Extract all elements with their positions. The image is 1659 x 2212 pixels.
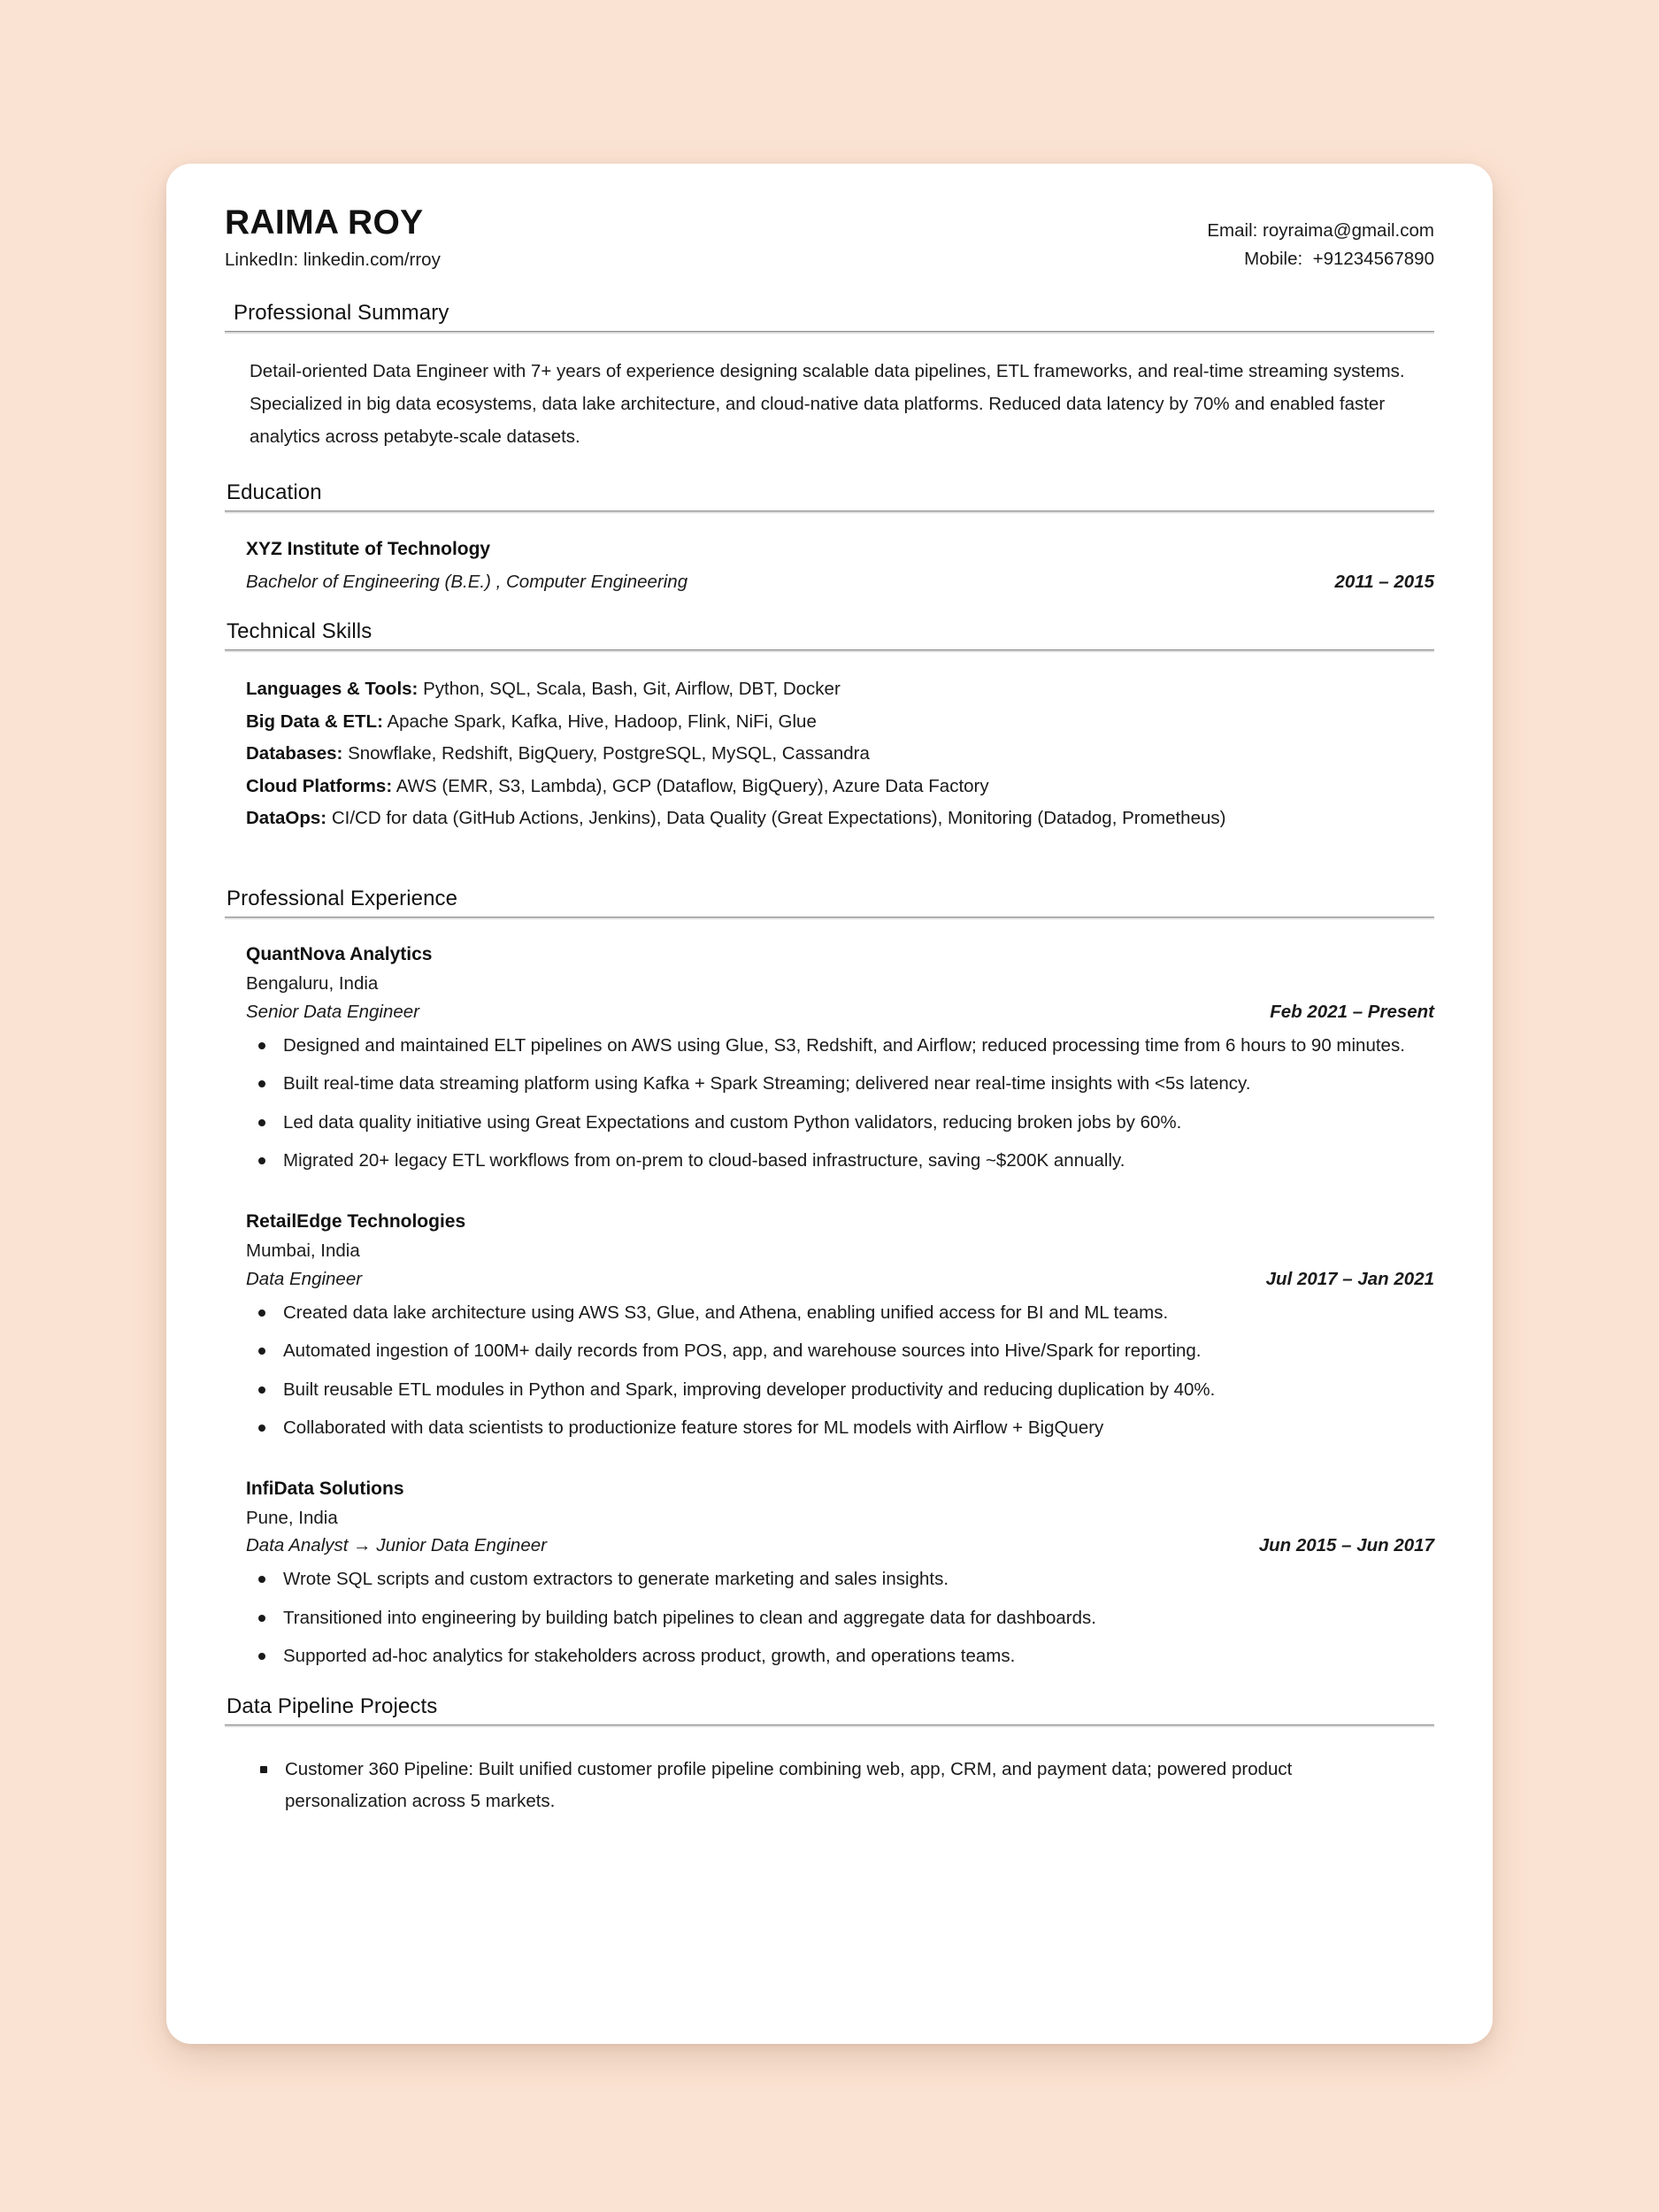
- candidate-mobile: Mobile: +91234567890: [1244, 249, 1434, 270]
- candidate-name: RAIMA ROY: [225, 204, 424, 242]
- experience-entry: [246, 941, 1434, 1178]
- data-pipeline-projects-body: [225, 1734, 1434, 1818]
- experience-company: InfiData Solutions: [246, 1478, 404, 1499]
- experience-bullet: Built real-time data streaming platform using Kafka + Spark Streaming; delivered near real-time insights with <5s latency.: [246, 1068, 1414, 1100]
- experience-dates: Jun 2015 – Jun 2017: [1258, 1535, 1434, 1556]
- professional-summary-body: [225, 341, 1434, 454]
- experience-bullet: Supported ad-hoc analytics for stakeholders across product, growth, and operations teams.: [246, 1640, 1414, 1672]
- experience-title-row: [246, 1269, 1434, 1290]
- section-education: [225, 480, 1434, 594]
- experience-bullet: Built reusable ETL modules in Python and Spark, improving developer productivity and reducing duplication by 40%.: [246, 1374, 1414, 1406]
- experience-company: QuantNova Analytics: [246, 943, 433, 964]
- section-title-technical-skills: Technical Skills: [227, 619, 373, 644]
- section-professional-experience: [225, 887, 1434, 1673]
- header-identity-block: [225, 203, 441, 272]
- education-degree: Bachelor of Engineering (B.E.) , Computer Engineering: [246, 572, 688, 593]
- skill-category-label: Cloud Platforms:: [246, 775, 393, 796]
- skill-category-value: AWS (EMR, S3, Lambda), GCP (Dataflow, BigQuery), Azure Data Factory: [392, 775, 989, 796]
- skill-row: [246, 673, 1434, 705]
- section-professional-summary: [225, 301, 1434, 454]
- experience-role: Senior Data Engineer: [246, 1001, 420, 1022]
- education-body: [225, 520, 1434, 594]
- experience-bullet: Wrote SQL scripts and custom extractors to generate marketing and sales insights.: [246, 1563, 1414, 1595]
- skill-category-label: Languages & Tools:: [246, 679, 419, 700]
- experience-bullet: Collaborated with data scientists to productionize feature stores for ML models with Airflow + BigQuery: [246, 1412, 1414, 1444]
- education-school: XYZ Institute of Technology: [246, 538, 491, 559]
- skill-category-label: Databases:: [246, 743, 343, 764]
- skill-category-value: Snowflake, Redshift, BigQuery, PostgreSQL, MySQL, Cassandra: [342, 743, 870, 764]
- experience-bullet: Migrated 20+ legacy ETL workflows from on-prem to cloud-based infrastructure, saving ~$200K annually.: [246, 1145, 1414, 1177]
- experience-bullet: Created data lake architecture using AWS S3, Glue, and Athena, enabling unified access for BI and ML teams.: [246, 1297, 1414, 1329]
- experience-role: Data Analyst → Junior Data Engineer: [246, 1535, 547, 1556]
- candidate-linkedin[interactable]: LinkedIn: linkedin.com/rroy: [225, 250, 441, 271]
- section-data-pipeline-projects: [225, 1694, 1434, 1818]
- experience-entry: [246, 1208, 1434, 1445]
- section-title-professional-summary: Professional Summary: [234, 300, 449, 325]
- experience-company: RetailEdge Technologies: [246, 1210, 466, 1232]
- experience-bullet: Transitioned into engineering by building batch pipelines to clean and aggregate data for dashboards.: [246, 1602, 1414, 1634]
- experience-bullet: Led data quality initiative using Great Expectations and custom Python validators, reducing broken jobs by 60%.: [246, 1107, 1414, 1139]
- skill-row: [246, 803, 1434, 834]
- education-dates: 2011 – 2015: [1334, 572, 1434, 593]
- project-bullet-list: [248, 1754, 1434, 1818]
- experience-location: Mumbai, India: [246, 1240, 360, 1262]
- candidate-email[interactable]: Email: royraima@gmail.com: [1207, 220, 1434, 241]
- professional-experience-body: [225, 926, 1434, 1673]
- experience-location: Bengaluru, India: [246, 973, 379, 995]
- project-bullet: Customer 360 Pipeline: Built unified customer profile pipeline combining web, app, CRM, and payment data; powered product personalization across 5 markets.: [248, 1754, 1416, 1818]
- skill-row: [246, 706, 1434, 738]
- section-divider: [225, 331, 1434, 334]
- experience-bullet: Automated ingestion of 100M+ daily records from POS, app, and warehouse sources into Hive/Spark for reporting.: [246, 1335, 1414, 1367]
- experience-role: Data Engineer: [246, 1268, 363, 1289]
- experience-dates: Feb 2021 – Present: [1270, 1001, 1434, 1022]
- skill-category-value: Apache Spark, Kafka, Hive, Hadoop, Flink, NiFi, Glue: [382, 710, 817, 732]
- header-contact-block: [1207, 203, 1434, 274]
- skill-row: [246, 738, 1434, 770]
- professional-summary-text: Detail-oriented Data Engineer with 7+ years of experience designing scalable data pipelines, ETL frameworks, and real-time streaming systems. Specialized in big data ecosystems, data lake architecture, and cloud-native data platforms. Reduced data latency by 70% and enabled faster analytics across petabyte-scale datasets.: [250, 360, 1405, 448]
- section-divider: [225, 917, 1434, 919]
- skill-row: [246, 771, 1434, 803]
- resume-header: [225, 203, 1434, 274]
- experience-title-row: [246, 1535, 1434, 1556]
- experience-location: Pune, India: [246, 1508, 338, 1529]
- skill-category-value: CI/CD for data (GitHub Actions, Jenkins), Data Quality (Great Expectations), Monitoring (Datadog, Prometheus): [326, 808, 1226, 829]
- section-title-data-pipeline-projects: Data Pipeline Projects: [227, 1694, 438, 1718]
- experience-bullet-list: [246, 1030, 1434, 1178]
- section-divider: [225, 1724, 1434, 1727]
- section-title-professional-experience: Professional Experience: [227, 886, 458, 910]
- section-title-education: Education: [227, 480, 322, 504]
- education-detail-row: [246, 572, 1434, 593]
- experience-bullet: Designed and maintained ELT pipelines on AWS using Glue, S3, Redshift, and Airflow; reduced processing time from 6 hours to 90 minutes.: [246, 1030, 1414, 1062]
- skill-category-label: Big Data & ETL:: [246, 710, 383, 732]
- skill-category-label: DataOps:: [246, 808, 327, 829]
- technical-skills-body: [225, 659, 1434, 834]
- skill-category-value: Python, SQL, Scala, Bash, Git, Airflow, DBT, Docker: [418, 679, 841, 700]
- experience-dates: Jul 2017 – Jan 2021: [1265, 1268, 1434, 1289]
- experience-entry: [246, 1475, 1434, 1673]
- experience-bullet-list: [246, 1297, 1434, 1445]
- experience-title-row: [246, 1002, 1434, 1023]
- experience-bullet-list: [246, 1563, 1434, 1672]
- section-divider: [225, 511, 1434, 513]
- section-technical-skills: [225, 619, 1434, 834]
- resume-document: [166, 164, 1493, 2044]
- section-divider: [225, 649, 1434, 652]
